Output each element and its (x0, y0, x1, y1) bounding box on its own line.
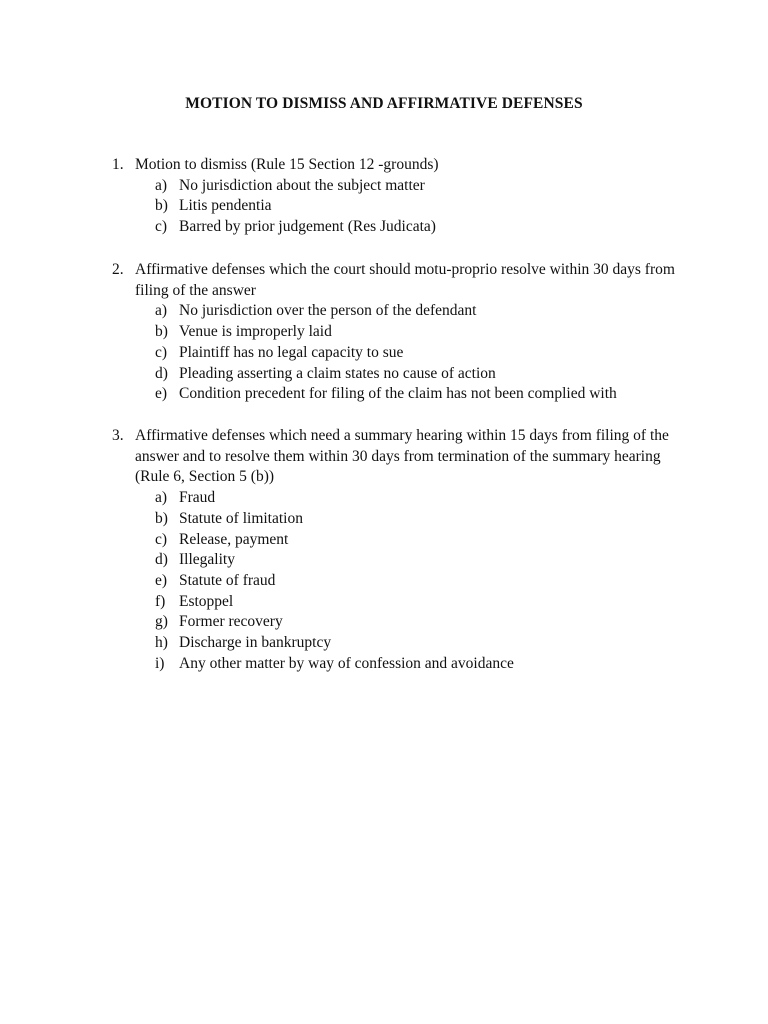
item-letter: d) (155, 364, 168, 382)
item-letter: c) (155, 218, 168, 236)
item-letter: a) (155, 489, 168, 507)
list-item (112, 384, 692, 405)
section-heading-text: Motion to dismiss (Rule 15 Section 12 -grounds) (135, 156, 439, 173)
item-letter: h) (155, 634, 168, 652)
item-text: No jurisdiction over the person of the defendant (179, 302, 477, 320)
item-letter: b) (155, 509, 168, 527)
section-number: 2. (112, 261, 124, 278)
item-text: Condition precedent for filing of the claim has not been complied with (179, 385, 617, 403)
item-text: Litis pendentia (179, 197, 272, 215)
list-item (112, 364, 692, 385)
section-number: 3. (112, 427, 124, 444)
list-item (112, 530, 692, 551)
list-item (112, 633, 692, 654)
item-text: Plaintiff has no legal capacity to sue (179, 343, 404, 361)
section-3 (112, 426, 692, 674)
item-text: Former recovery (179, 613, 283, 631)
item-letter: i) (155, 654, 165, 672)
item-text: Illegality (179, 551, 235, 569)
item-letter: e) (155, 571, 168, 589)
document-title: MOTION TO DISMISS AND AFFIRMATIVE DEFENSES (185, 95, 583, 112)
item-text: Venue is improperly laid (179, 323, 332, 341)
item-letter: d) (155, 551, 168, 569)
item-text: Pleading asserting a claim states no cause of action (179, 364, 496, 382)
item-text: Fraud (179, 489, 216, 507)
list-item (112, 343, 692, 364)
list-item (112, 176, 692, 197)
list-item (112, 196, 692, 217)
item-text: No jurisdiction about the subject matter (179, 176, 425, 194)
item-letter: g) (155, 613, 168, 631)
list-item (112, 509, 692, 530)
list-item (112, 301, 692, 322)
section-2 (112, 260, 692, 405)
item-text: Release, payment (179, 530, 289, 548)
item-letter: f) (155, 592, 166, 610)
item-text: Statute of fraud (179, 571, 276, 589)
list-item (112, 612, 692, 633)
item-text: Estoppel (179, 592, 234, 610)
item-letter: e) (155, 385, 168, 403)
section-heading (112, 155, 692, 176)
item-letter: c) (155, 343, 168, 361)
list-item (112, 592, 692, 613)
section-heading-text: Affirmative defenses which need a summary hearing within 15 days from filing of the answer and to resolve them within 30 days from termination of the summary hearing (Rule 6, Section 5 (b)) (135, 427, 669, 486)
list-item (112, 571, 692, 592)
section-number: 1. (112, 156, 124, 173)
list-item (112, 550, 692, 571)
list-item (112, 488, 692, 509)
item-text: Statute of limitation (179, 509, 303, 527)
section-heading-text: Affirmative defenses which the court should motu-proprio resolve within 30 days from filing of the answer (135, 261, 675, 299)
section-heading (112, 260, 692, 301)
item-letter: b) (155, 197, 168, 215)
item-text: Any other matter by way of confession and avoidance (179, 654, 514, 672)
section-heading (112, 426, 692, 488)
item-letter: c) (155, 530, 168, 548)
item-text: Discharge in bankruptcy (179, 634, 332, 652)
list-item (112, 217, 692, 238)
section-1 (112, 155, 692, 238)
item-letter: a) (155, 302, 168, 320)
item-text: Barred by prior judgement (Res Judicata) (179, 218, 436, 236)
item-letter: b) (155, 323, 168, 341)
item-letter: a) (155, 176, 168, 194)
list-item (112, 654, 692, 675)
list-item (112, 322, 692, 343)
